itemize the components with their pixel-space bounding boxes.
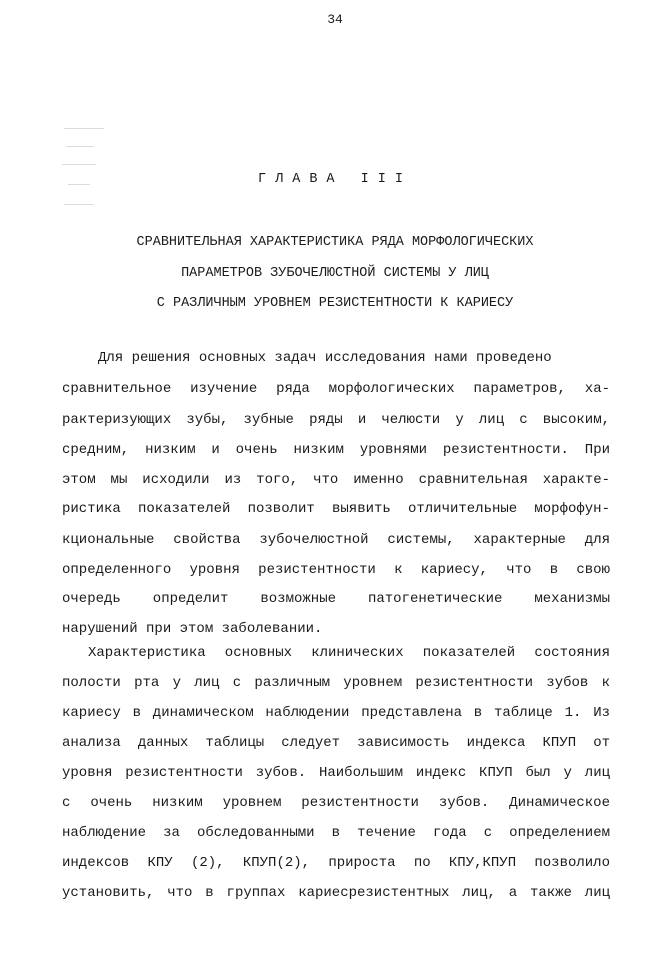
text-line: ристика показателей позволит выявить отличительные морфофун-	[62, 501, 610, 517]
text-line: с очень низким уровнем резистентности зубов. Динамическое	[62, 795, 610, 811]
scan-artifact	[66, 146, 94, 147]
text-line: наблюдение за обследованными в течение года с определением	[62, 825, 610, 841]
scan-artifact	[62, 164, 96, 165]
text-line: уровня резистентности зубов. Наибольшим индекс КПУП был у лиц	[62, 765, 610, 781]
text-line: анализа данных таблицы следует зависимость индекса КПУП от	[62, 735, 610, 751]
text-line: кциональные свойства зубочелюстной системы, характерные для	[62, 532, 610, 548]
title-line-3: С РАЗЛИЧНЫМ УРОВНЕМ РЕЗИСТЕНТНОСТИ К КАРИЕСУ	[156, 296, 514, 311]
text-line: Характеристика основных клинических показателей состояния	[88, 645, 610, 661]
text-line: сравнительное изучение ряда морфологических параметров, ха-	[62, 381, 610, 397]
text-line: полости рта у лиц с различным уровнем резистентности зубов к	[62, 675, 610, 691]
title-line-1: СРАВНИТЕЛЬНАЯ ХАРАКТЕРИСТИКА РЯДА МОРФОЛОГИЧЕСКИХ	[136, 235, 534, 250]
chapter-heading: ГЛАВА III	[258, 172, 412, 187]
text-line: нарушений при этом заболевании.	[62, 621, 323, 637]
text-line: средним, низким и очень низким уровнями резистентности. При	[62, 442, 610, 458]
text-line: очередь определит возможные патогенетические механизмы	[62, 591, 610, 607]
page-number: 34	[327, 12, 343, 27]
title-line-2: ПАРАМЕТРОВ ЗУБОЧЕЛЮСТНОЙ СИСТЕМЫ У ЛИЦ	[181, 266, 489, 281]
text-line: рактеризующих зубы, зубные ряды и челюсти у лиц с высоким,	[62, 412, 610, 428]
scan-artifact	[64, 204, 94, 205]
scan-artifact	[64, 128, 104, 129]
text-line: этом мы исходили из того, что именно сравнительная характе-	[62, 472, 610, 488]
text-line: кариесу в динамическом наблюдении представлена в таблице 1. Из	[62, 705, 610, 721]
text-line: Для решения основных задач исследования нами проведено	[98, 350, 552, 366]
text-line: индексов КПУ (2), КПУП(2), прироста по КПУ,КПУП позволило	[62, 855, 610, 871]
text-line: установить, что в группах кариесрезистентных лиц, а также лиц	[62, 885, 610, 901]
text-line: определенного уровня резистентности к кариесу, что в свою	[62, 562, 610, 578]
